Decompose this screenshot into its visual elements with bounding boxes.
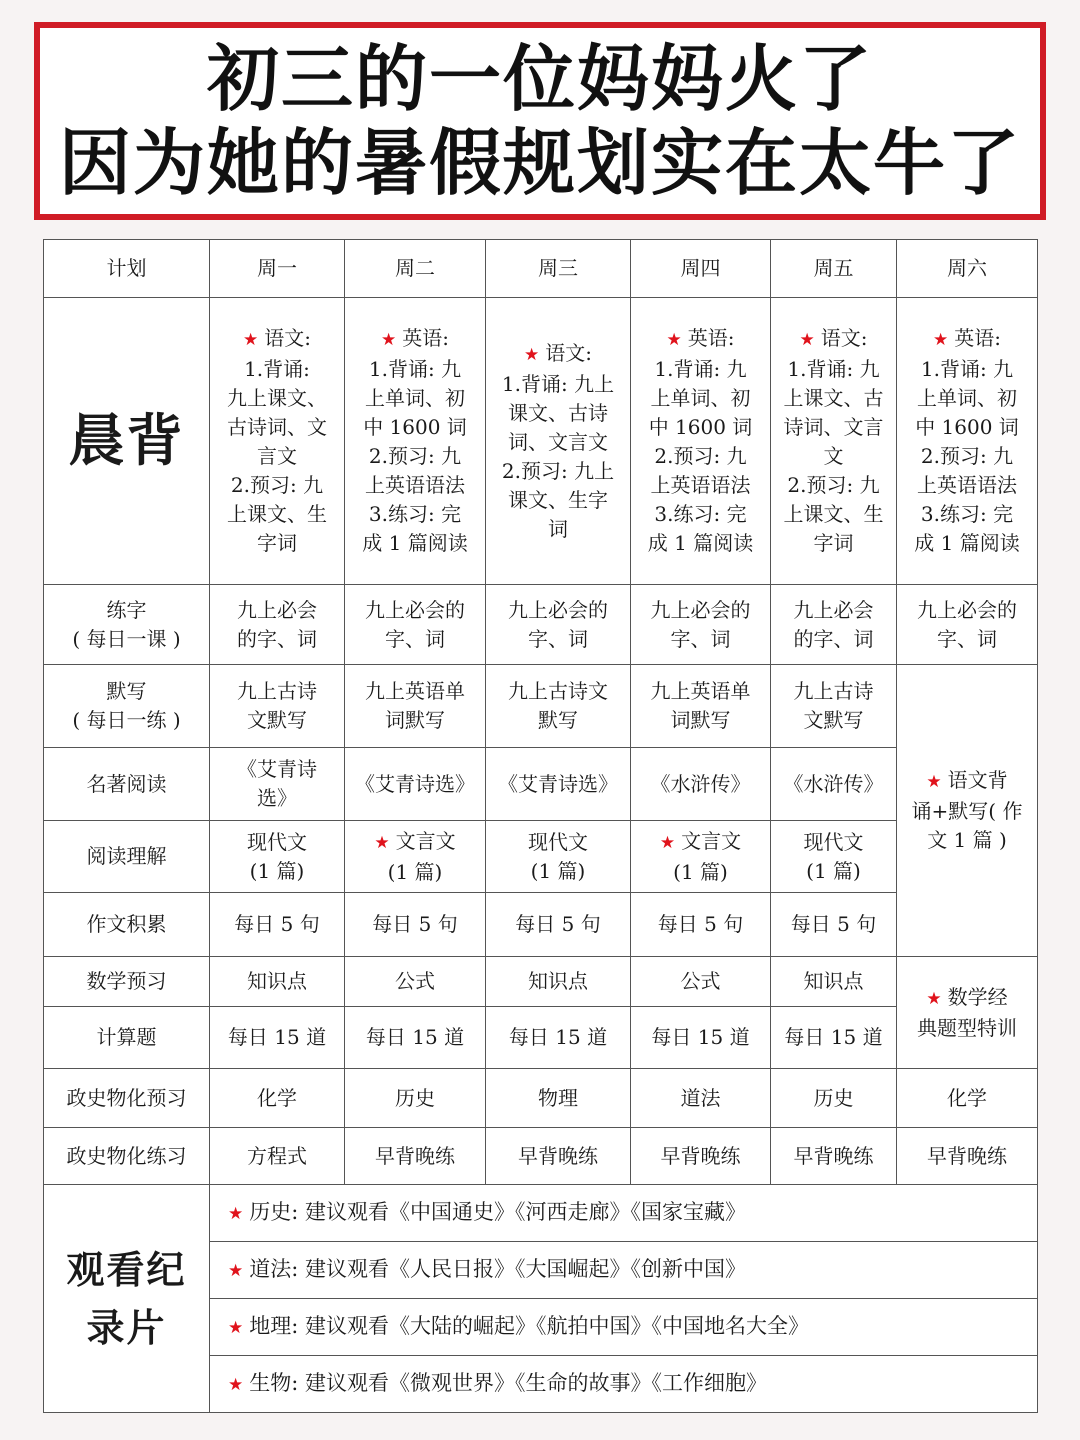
star-icon: ★ [228,1203,244,1224]
star-icon: ★ [381,330,397,350]
zhenglian-cell: 早背晚练 [897,1128,1038,1185]
zuowen-cell: 每日 5 句 [210,893,345,957]
doc-history: ★ 历史: 建议观看《中国通史》《河西走廊》《国家宝藏》 [210,1185,1038,1242]
zhenglian-cell: 方程式 [210,1128,345,1185]
lianzi-cell: 九上必会的 字、词 [345,585,486,665]
header-thu: 周四 [631,240,771,298]
jisuan-cell: 每日 15 道 [631,1007,771,1069]
yuedu-row [44,821,1038,893]
morning-cell-sat: ★ 英语: 1.背诵: 九 上单词、初 中 1600 词 2.预习: 九 上英语语法 3.练习: 完 成 1 篇阅读 [897,298,1038,585]
yuedu-cell: ★ 文言文 (1 篇) [631,821,771,893]
star-icon: ★ [228,1374,244,1395]
mingzhu-label: 名著阅读 [44,748,210,821]
title-line-1: 初三的一位妈妈火了 [206,37,873,121]
star-icon: ★ [933,330,949,350]
jisuan-row [44,1007,1038,1069]
jisuan-cell: 每日 15 道 [210,1007,345,1069]
shuxue-cell: 知识点 [771,957,897,1007]
docs-label: 观看纪 录片 [44,1185,210,1413]
moxie-cell: 九上古诗 文默写 [771,665,897,748]
zuowen-row [44,893,1038,957]
zhengyu-cell: 化学 [897,1069,1038,1128]
morning-cell-fri: ★ 语文: 1.背诵: 九 上课文、古 诗词、文言 文 2.预习: 九 上课文、生 字词 [771,298,897,585]
mingzhu-cell: 《水浒传》 [631,748,771,821]
zhengyu-cell: 化学 [210,1069,345,1128]
lianzi-cell: 九上必会 的字、词 [771,585,897,665]
zhenglian-label: 政史物化练习 [44,1128,210,1185]
zhengyu-cell: 历史 [345,1069,486,1128]
zhenglian-row [44,1128,1038,1185]
morning-cell-tue: ★ 英语: 1.背诵: 九 上单词、初 中 1600 词 2.预习: 九 上英语语法 3.练习: 完 成 1 篇阅读 [345,298,486,585]
doc-biology: ★ 生物: 建议观看《微观世界》《生命的故事》《工作细胞》 [210,1356,1038,1413]
zuowen-cell: 每日 5 句 [631,893,771,957]
zhenglian-cell: 早背晚练 [345,1128,486,1185]
header-mon: 周一 [210,240,345,298]
shuxue-cell: 公式 [631,957,771,1007]
star-icon: ★ [243,330,259,350]
sat-shuxue-cell: ★ 数学经 典题型特训 [897,957,1038,1069]
moxie-cell: 九上古诗文 默写 [486,665,631,748]
star-icon: ★ [926,988,942,1009]
shuxue-cell: 知识点 [210,957,345,1007]
mingzhu-row [44,748,1038,821]
lianzi-cell: 九上必会的 字、词 [486,585,631,665]
summer-plan-table [43,239,1038,1413]
lianzi-cell: 九上必会的 字、词 [631,585,771,665]
zhengyu-row [44,1069,1038,1128]
zuowen-cell: 每日 5 句 [486,893,631,957]
yuedu-cell: 现代文 (1 篇) [486,821,631,893]
title-banner [34,22,1046,220]
header-wed: 周三 [486,240,631,298]
star-icon: ★ [524,344,540,365]
yuedu-cell: ★ 文言文 (1 篇) [345,821,486,893]
star-icon: ★ [374,832,390,853]
lianzi-row [44,585,1038,665]
zuowen-label: 作文积累 [44,893,210,957]
shuxue-cell: 公式 [345,957,486,1007]
zuowen-cell: 每日 5 句 [345,893,486,957]
zuowen-cell: 每日 5 句 [771,893,897,957]
star-icon: ★ [926,772,942,792]
morning-label: 晨背 [44,298,210,585]
jisuan-label: 计算题 [44,1007,210,1069]
moxie-label: 默写 ( 每日一练 ) [44,665,210,748]
yuedu-label: 阅读理解 [44,821,210,893]
moxie-row [44,665,1038,748]
morning-row [44,298,1038,585]
jisuan-cell: 每日 15 道 [486,1007,631,1069]
shuxue-cell: 知识点 [486,957,631,1007]
title-line-2: 因为她的暑假规划实在太牛了 [58,121,1021,205]
morning-cell-wed: ★ 语文: 1.背诵: 九上 课文、古诗 词、文言文 2.预习: 九上 课文、生字 词 [486,298,631,585]
sat-yuwen-cell: ★ 语文背 诵+默写( 作 文 1 篇 ) [897,665,1038,957]
header-sat: 周六 [897,240,1038,298]
zhengyu-cell: 历史 [771,1069,897,1128]
star-icon: ★ [659,832,676,853]
doc-geography: ★ 地理: 建议观看《大陆的崛起》《航拍中国》《中国地名大全》 [210,1299,1038,1356]
lianzi-cell: 九上必会的 字、词 [897,585,1038,665]
star-icon: ★ [228,1317,244,1338]
yuedu-cell: 现代文 (1 篇) [771,821,897,893]
zhengyu-cell: 物理 [486,1069,631,1128]
zhenglian-cell: 早背晚练 [631,1128,771,1185]
morning-cell-thu: ★ 英语: 1.背诵: 九 上单词、初 中 1600 词 2.预习: 九 上英语语法 3.练习: 完 成 1 篇阅读 [631,298,771,585]
jisuan-cell: 每日 15 道 [345,1007,486,1069]
zhenglian-cell: 早背晚练 [486,1128,631,1185]
shuxue-row [44,957,1038,1007]
moxie-cell: 九上英语单 词默写 [345,665,486,748]
moxie-cell: 九上英语单 词默写 [631,665,771,748]
header-plan: 计划 [44,240,210,298]
zhenglian-cell: 早背晚练 [771,1128,897,1185]
star-icon: ★ [666,330,682,350]
docs-row [44,1185,1038,1242]
jisuan-cell: 每日 15 道 [771,1007,897,1069]
mingzhu-cell: 《艾青诗 选》 [210,748,345,821]
header-row [44,240,1038,298]
morning-cell-mon: ★ 语文: 1.背诵: 九上课文、 古诗词、文 言文 2.预习: 九 上课文、生 字词 [210,298,345,585]
mingzhu-cell: 《水浒传》 [771,748,897,821]
star-icon: ★ [228,1260,244,1281]
header-fri: 周五 [771,240,897,298]
shuxue-label: 数学预习 [44,957,210,1007]
zhengyu-cell: 道法 [631,1069,771,1128]
yuedu-cell: 现代文 (1 篇) [210,821,345,893]
header-tue: 周二 [345,240,486,298]
star-icon: ★ [799,330,815,350]
lianzi-label: 练字 ( 每日一课 ) [44,585,210,665]
lianzi-cell: 九上必会 的字、词 [210,585,345,665]
doc-politics: ★ 道法: 建议观看《人民日报》《大国崛起》《创新中国》 [210,1242,1038,1299]
moxie-cell: 九上古诗 文默写 [210,665,345,748]
zhengyu-label: 政史物化预习 [44,1069,210,1128]
mingzhu-cell: 《艾青诗选》 [345,748,486,821]
mingzhu-cell: 《艾青诗选》 [486,748,631,821]
